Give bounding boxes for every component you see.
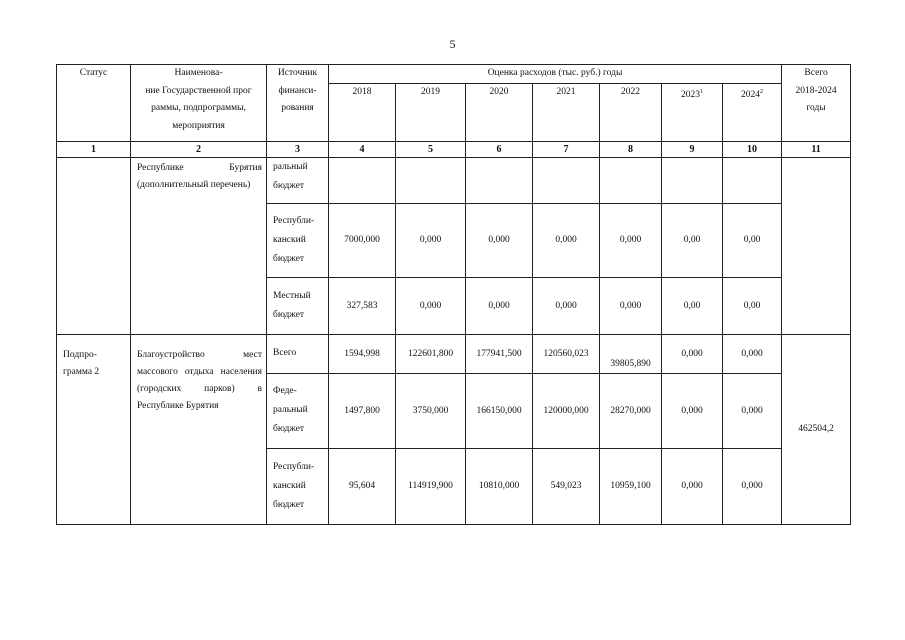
value-cell: 10959,100: [600, 448, 662, 524]
header-estimate: Оценка расходов (тыс. руб.) годы: [329, 65, 782, 84]
value-cell: 95,604: [329, 448, 396, 524]
column-number: 6: [466, 141, 533, 157]
column-number: 11: [782, 141, 851, 157]
column-number: 4: [329, 141, 396, 157]
status-cell-empty: [57, 157, 131, 334]
value-cell: 120560,023: [533, 334, 600, 373]
funding-source: Республи- канский бюджет: [267, 203, 329, 277]
header-status: Статус: [57, 65, 131, 142]
value-cell: 0,000: [466, 203, 533, 277]
footnote-marker: 2: [760, 88, 764, 95]
value-cell: 0,000: [662, 373, 723, 448]
value-cell: 39805,890: [600, 334, 662, 373]
header-row: [57, 65, 851, 84]
header-name: Наименова- ние Государственной прог раммы, подпрограммы, мероприятия: [131, 65, 267, 142]
value-cell: [533, 157, 600, 203]
value-cell: 28270,000: [600, 373, 662, 448]
value-cell: [329, 157, 396, 203]
funding-source: Феде- ральный бюджет: [267, 373, 329, 448]
value-cell: 0,000: [396, 277, 466, 334]
header-year: 2022: [600, 83, 662, 141]
value-cell: 549,023: [533, 448, 600, 524]
column-number: 8: [600, 141, 662, 157]
header-year: 2020: [466, 83, 533, 141]
total-cell-empty: [782, 157, 851, 334]
footnote-marker: 1: [700, 88, 703, 95]
value-cell: 0,00: [662, 203, 723, 277]
value-cell: 0,00: [723, 203, 782, 277]
column-number: 10: [723, 141, 782, 157]
column-numbers-row: [57, 141, 851, 157]
program-name: Республике Бурятия (дополнительный перечень): [131, 157, 267, 334]
value-cell: 0,000: [533, 277, 600, 334]
column-number: 7: [533, 141, 600, 157]
value-cell: [662, 157, 723, 203]
value-cell: 1594,998: [329, 334, 396, 373]
funding-source: ральный бюджет: [267, 157, 329, 203]
value-cell: 0,000: [723, 373, 782, 448]
value-cell: 0,00: [662, 277, 723, 334]
value-cell: 0,000: [533, 203, 600, 277]
value-cell: 122601,800: [396, 334, 466, 373]
header-year: 2018: [329, 83, 396, 141]
value-cell: 1497,800: [329, 373, 396, 448]
header-year: 2019: [396, 83, 466, 141]
header-source: Источник финанси- рования: [267, 65, 329, 142]
value-cell: 0,000: [396, 203, 466, 277]
value-cell: 114919,900: [396, 448, 466, 524]
page-number: 5: [449, 37, 456, 51]
subprogram-name: Благоустройство мест массового отдыха населения (городских парков) в Республике Бурятия: [131, 334, 267, 524]
funding-source: Местный бюджет: [267, 277, 329, 334]
value-cell: 7000,000: [329, 203, 396, 277]
header-total: Всего 2018-2024 годы: [782, 65, 851, 142]
value-cell: 0,00: [723, 277, 782, 334]
value-cell: [723, 157, 782, 203]
value-cell: [396, 157, 466, 203]
value-cell: 0,000: [662, 334, 723, 373]
value-cell: 120000,000: [533, 373, 600, 448]
value-cell: 0,000: [662, 448, 723, 524]
header-year: 2021: [533, 83, 600, 141]
value-cell: 0,000: [466, 277, 533, 334]
value-cell: 0,000: [723, 334, 782, 373]
value-cell: 0,000: [600, 203, 662, 277]
value-cell: 327,583: [329, 277, 396, 334]
value-cell: 177941,500: [466, 334, 533, 373]
column-number: 9: [662, 141, 723, 157]
table-row: [57, 334, 851, 373]
value-cell: 3750,000: [396, 373, 466, 448]
value-cell: [600, 157, 662, 203]
column-number: 3: [267, 141, 329, 157]
value-cell: 0,000: [600, 277, 662, 334]
subprogram-status: Подпро- грамма 2: [57, 334, 131, 524]
table-row: [57, 157, 851, 203]
funding-source: Всего: [267, 334, 329, 373]
funding-source: Республи- канский бюджет: [267, 448, 329, 524]
header-year: 2023$^1$: [662, 83, 723, 141]
header-year: 2024$^2$: [723, 83, 782, 141]
column-number: 2: [131, 141, 267, 157]
value-cell: 10810,000: [466, 448, 533, 524]
value-cell: [466, 157, 533, 203]
budget-table: [56, 64, 851, 525]
column-number: 1: [57, 141, 131, 157]
column-number: 5: [396, 141, 466, 157]
subprogram-total: 462504,2: [782, 334, 851, 524]
value-cell: 0,000: [723, 448, 782, 524]
value-cell: 166150,000: [466, 373, 533, 448]
